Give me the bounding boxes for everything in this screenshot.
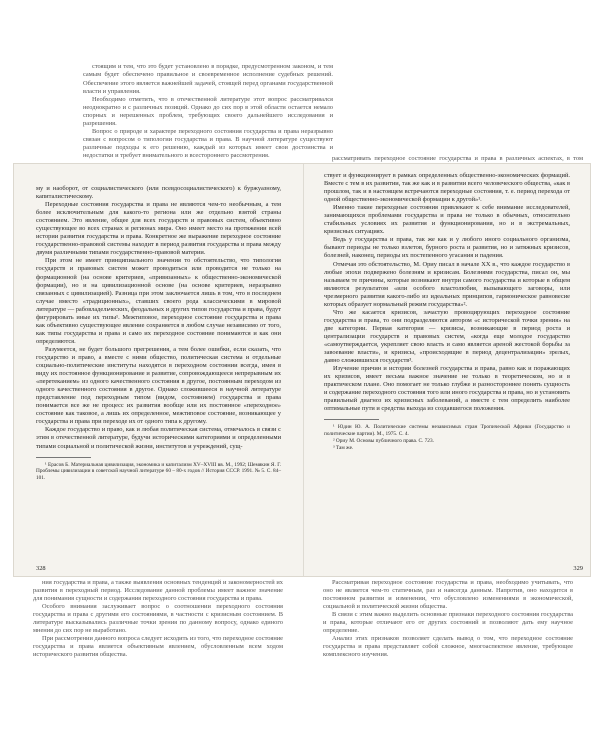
- bleed-top-left: [83, 0, 333, 163]
- bleed-through-top: [13, 0, 591, 163]
- book-spread: [13, 163, 591, 577]
- left-text-column: [36, 185, 281, 482]
- bleed-bottom-right: [323, 579, 573, 659]
- paragraph: При этом не имеет принципиального значения то обстоятельство, что типология государств и правовых систем может проводиться или проводится не только на формационной (на основе критериев, «привязанных» к общественно-экономической формации), но и на цивилизационной основе (на основе критериев, неразрывно связанных с цивилизацией). Разница при этом заключается лишь в том, что в последнем случае вместо «традиционных», ставших своего рода классическими в мировой литературе — рабовладельческих, феодальных и других типов государства и права, будут фигурировать иные их типы¹. Межтиповое, переходное состояние государства и права как объективно существующее явление сохраняется в любом случае независимо от того, как типы государства и права и само их переходное состояние понимаются и как они определяются.: [36, 257, 281, 345]
- paragraph: Что же касается кризисов, зачастую провоцирующих переходное состояние государства и права, то они подразделяются автором «с исторической точки зрения» на две категории. Первая категория — кризисы, возникающие в период роста и централизации государств и правовых систем, «когда еще молодое государство «самоутверждается, укрепляет свою власть и само является ареной жестокой борьбы за завоевание власти», и кризисы, «происходящие в период децентрализации» зрелых, давно сложившихся государств³.: [324, 308, 570, 365]
- right-page: [304, 164, 593, 576]
- bleed-bottom-left: [33, 579, 283, 659]
- right-text-column: [324, 172, 570, 452]
- footnote: ³ Там же.: [333, 444, 354, 451]
- page-number: 329: [573, 565, 583, 572]
- paragraph: ствует и функционирует в рамках определенных общественно-экономических формаций. Вместе с тем в их развитии, так же как и в развитии всего человеческого общества, «как в прошлом, так и в настоящем встречаются переходные состояния, т. е. период перехода от одной общественно-экономической формации к другой»¹.: [324, 172, 570, 204]
- bleed-top-right: [323, 0, 583, 163]
- paragraph: Каждое государство и право, как и любая политическая система, отмечалось в связи с этим в отечественной литературе, будучи историческими категориями и определенными типами социальной и политической жизни, институтов и учреждений, сущ-: [36, 426, 281, 450]
- footnote-rule: [324, 419, 379, 420]
- bleed-paragraph: Вопрос о природе и характере переходного состояния государства и права неразрывно связан с вопросом о типологии государства и права. В научной литературе существуют различные подходы к его решению, каждый из которых имеет свои достоинства и недостатки и требует внимательного и всестороннего рассмотрения.: [83, 127, 333, 159]
- footnote: ¹ Ерасов Б. Материальная цивилизация, экономика и капитализм XV–XVIII вв. М., 1992; Шемякин Я. Г. Проблемы цивилизации в советской научной литературе 60 – 80-х годов // История СССР. 1991. № 5. С. 84–101.: [36, 461, 281, 482]
- paragraph: Изучение причин и истории болезней государства и права, равно как и поражающих их кризисов, имеет весьма важное значение не только в теоретическом, но и в практическом плане. Оно помогает не только глубже и разностороннее понять сущность и содержание переходного состояния того или иного государства и права, но и установить правильный диагноз их кризисных заболеваний, а вместе с тем определить наиболее оптимальные пути и средства выхода из создавшегося положения.: [324, 365, 570, 413]
- bleed-paragraph: Рассматривая переходное состояние государства и права, необходимо учитывать, что оно не является чем-то статичным, раз и навсегда данным. Напротив, оно находится в постоянном развитии и изменении, что обусловлено изменениями в экономической, социальной и политической жизни общества.: [323, 579, 573, 611]
- bleed-paragraph: стоящим и тем, что это будет установлено в порядке, предусмотренном законом, и тем самым будет обеспечено правильное и своевременное исполнение судебных решений. Обеспечение этого является важнейшей задачей, стоящей перед органами государственной власти и управления.: [83, 63, 333, 95]
- bleed-paragraph: Необходимо отметить, что в отечественной литературе этот вопрос рассматривался неоднократно и с различных позиций. Однако до сих пор в этой области остается немало спорных и нерешенных проблем, требующих своего дальнейшего исследования и разрешения.: [83, 95, 333, 127]
- bleed-paragraph: рассматривать переходное состояние государства и права в различных аспектах, в том: [332, 154, 583, 162]
- bleed-paragraph: ния государства и права, а также выявления основных тенденций и закономерностей их развития в переходный период. Исследование данной проблемы имеет важное значение для понимания сущности и содержания переходного состояния государства и права.: [33, 579, 283, 603]
- paragraph: Именно такие переходные состояния привлекают к себе внимание исследователей, занимающихся проблемами государства и права не только в обычных, относительно стабильных условиях их развития и функционирования, но и в экстремальных, кризисных ситуациях.: [324, 204, 570, 236]
- bleed-through-bottom: [13, 577, 591, 750]
- bleed-paragraph: Анализ этих признаков позволяет сделать вывод о том, что переходное состояние государства и права представляет собой сложное, многоаспектное явление, требующее комплексного изучения.: [323, 635, 573, 659]
- left-page: [14, 164, 303, 576]
- bleed-paragraph: Особого внимания заслуживает вопрос о соотношении переходного состояния государства и права с другими его состояниями, в частности с кризисным состоянием. В литературе высказывались различные точки зрения по данному вопросу, однако единого мнения до сих пор не выработано.: [33, 603, 283, 635]
- footnote: ¹ Юдин Ю. А. Политические системы независимых стран Тропической Африки (Государство и политические партии). М., 1975. С. 4.: [324, 424, 570, 438]
- bleed-paragraph: В связи с этим важно выделить основные признаки переходного состояния государства и права, которые отличают его от других состояний и позволяют дать ему научное определение.: [323, 611, 573, 635]
- paragraph: Ведь у государства и права, так же как и у любого иного социального организма, бывают периоды не только взлетов, бурного роста и развития, но и затяжных кризисов, болезней, наконец, периоды их постепенного угасания и падения.: [324, 236, 570, 260]
- bleed-paragraph: При рассмотрении данного вопроса следует исходить из того, что переходное состояние государства и права является объективным явлением, обусловленным всем ходом исторического развития общества.: [33, 635, 283, 659]
- paragraph: Отмечая это обстоятельство, М. Ориу писал в начале XX в., что каждое государство в любые эпохи подвержено болезням и кризисам. Болезнями государства, писал он, мы называем те причины, которые возникают внутри самого государства и которые в общем являются результатом «или особого властолюбия, вызывающего заговоры, или чрезмерного развития какого-либо из идеальных принципов, гармоническое равновесие которых образует нормальный режим государства»².: [324, 260, 570, 308]
- paragraph: Разумеется, не будет большого прегрешения, а тем более ошибки, если сказать, что государство и право, а вместе с ними общество, политическая система и отдельные социально-политические институты находятся в переходном состоянии всегда, имея в виду их постоянное функционирование и развитие, сопровождающееся непрерывным их «перетеканием» из одного качественного состояния в другое, постоянным переходом из одного качественного состояния в другое. Однако сложившееся в научной литературе представление под переходным типом (видом, состоянием) государства и права понимается все же не процесс их развития вообще или их постоянное «переходное» состояние как таковое, а лишь их определенное, межтиповое состояние, возникающее у государства и права при переходе их от одного типа к другому.: [36, 345, 281, 426]
- page-number: 328: [36, 565, 46, 572]
- paragraph: Переходные состояния государства и права не являются чем-то необычным, а тем более исключительным для какого-то региона или же отдельно взятой страны состоянием. Это явление, общее для всех государств и правовых систем, объективно существующее во всех странах и регионах мира. Оно имеет место на протяжении всей истории развития государства и права. Конкретное же выражение переходное состояние государственно-правовой системы находит в период развития государства и права между двумя различными типами государственно-правовой материи.: [36, 201, 281, 257]
- footnote: ² Ориу М. Основы публичного права. С. 723.: [333, 438, 434, 444]
- footnote-rule: [36, 457, 91, 458]
- paragraph: му и наоборот, от социалистического (или псевдосоциалистического) к буржуазному, капиталистическому.: [36, 185, 281, 201]
